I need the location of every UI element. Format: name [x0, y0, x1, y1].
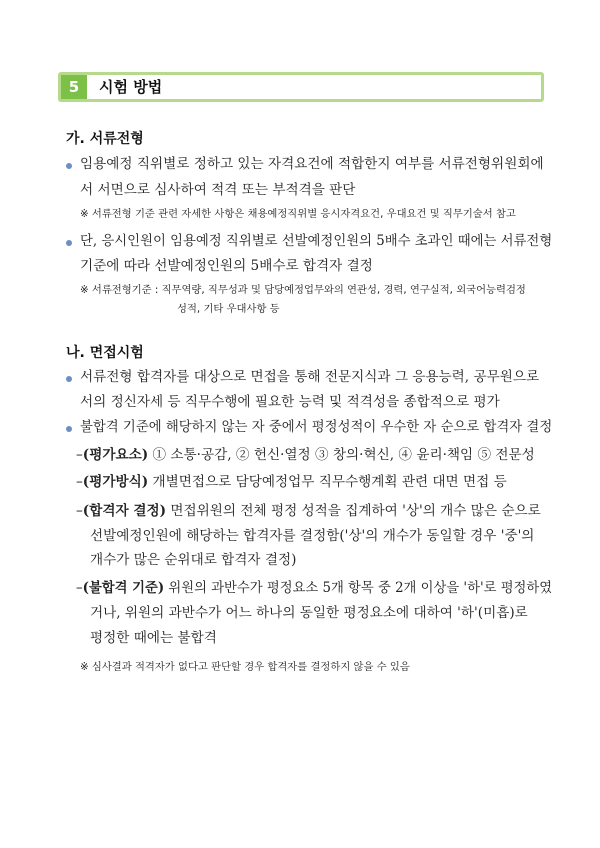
paragraph-line: 선발예정인원에 해당하는 합격자를 결정함('상'의 개수가 동일할 경우 '중'의	[90, 528, 535, 544]
list-item-eval-method	[76, 474, 507, 490]
paragraph-line: 서류전형 합격자를 대상으로 면접을 통해 전문지식과 그 응용능력, 공무원으로	[80, 369, 540, 385]
section-header	[58, 72, 544, 102]
list-item-fail-criteria	[76, 580, 552, 596]
list-item-pass-criteria	[76, 503, 541, 519]
paragraph-line: 서 서면으로 심사하여 적격 또는 부적격을 판단	[80, 182, 356, 198]
paragraph-line: 기준에 따라 선발예정인원의 5배수로 합격자 결정	[80, 258, 373, 274]
item-label: (합격자 결정)	[82, 503, 167, 519]
bullet-icon	[66, 426, 72, 432]
dash: –	[76, 474, 83, 490]
item-label: (불합격 기준)	[82, 580, 165, 596]
bullet-icon	[66, 163, 72, 169]
paragraph-line: 거나, 위원의 과반수가 어느 하나의 동일한 평정요소에 대하여 '하'(미흡)로	[90, 605, 528, 621]
note: ※ 서류전형기준 : 직무역량, 직무성과 및 담당예정업무와의 연관성, 경력, 연구실적, 외국어능력검정	[80, 284, 526, 296]
bullet-icon	[66, 240, 72, 246]
list-item-eval-factors	[76, 447, 535, 463]
paragraph-line: 개수가 많은 순위대로 합격자 결정)	[90, 552, 297, 568]
item-label: (평가요소)	[82, 447, 149, 463]
item-text: 면접위원의 전체 평정 성적을 집계하여 '상'의 개수 많은 순으로	[166, 503, 541, 519]
note: 성적, 기타 우대사항 등	[177, 303, 280, 315]
dash: –	[76, 580, 83, 596]
dash: –	[76, 447, 83, 463]
section-number: 5	[61, 75, 87, 99]
paragraph-line: 서의 정신자세 등 직무수행에 필요한 능력 및 적격성을 종합적으로 평가	[80, 394, 500, 410]
subsection-title-interview: 나. 면접시험	[66, 345, 144, 361]
paragraph-line: 임용예정 직위별로 정하고 있는 자격요건에 적합한지 여부를 서류전형위원회에	[80, 156, 544, 172]
paragraph-line: 단, 응시인원이 임용예정 직위별로 선발예정인원의 5배수 초과인 때에는 서류전형	[80, 233, 553, 249]
paragraph-line: 불합격 기준에 해당하지 않는 자 중에서 평정성적이 우수한 자 순으로 합격자 결정	[80, 419, 553, 435]
dash: –	[76, 503, 83, 519]
note: ※ 심사결과 적격자가 없다고 판단할 경우 합격자를 결정하지 않을 수 있음	[80, 661, 410, 673]
paragraph-line: 평정한 때에는 불합격	[90, 630, 217, 646]
bullet-icon	[66, 376, 72, 382]
item-text: 개별면접으로 담당예정업무 직무수행계획 관련 대면 면접 등	[148, 474, 507, 490]
item-text: ① 소통·공감, ② 헌신·열정 ③ 창의·혁신, ④ 윤리·책임 ⑤ 전문성	[148, 447, 535, 463]
item-label: (평가방식)	[82, 474, 149, 490]
subsection-title-document-screening: 가. 서류전형	[66, 131, 144, 147]
item-text: 위원의 과반수가 평정요소 5개 항목 중 2개 이상을 '하'로 평정하였	[164, 580, 553, 596]
note: ※ 서류전형 기준 관련 자세한 사항은 채용예정직위별 응시자격요건, 우대요건 및 직무기술서 참고	[80, 208, 516, 220]
section-title: 시험 방법	[99, 78, 163, 96]
